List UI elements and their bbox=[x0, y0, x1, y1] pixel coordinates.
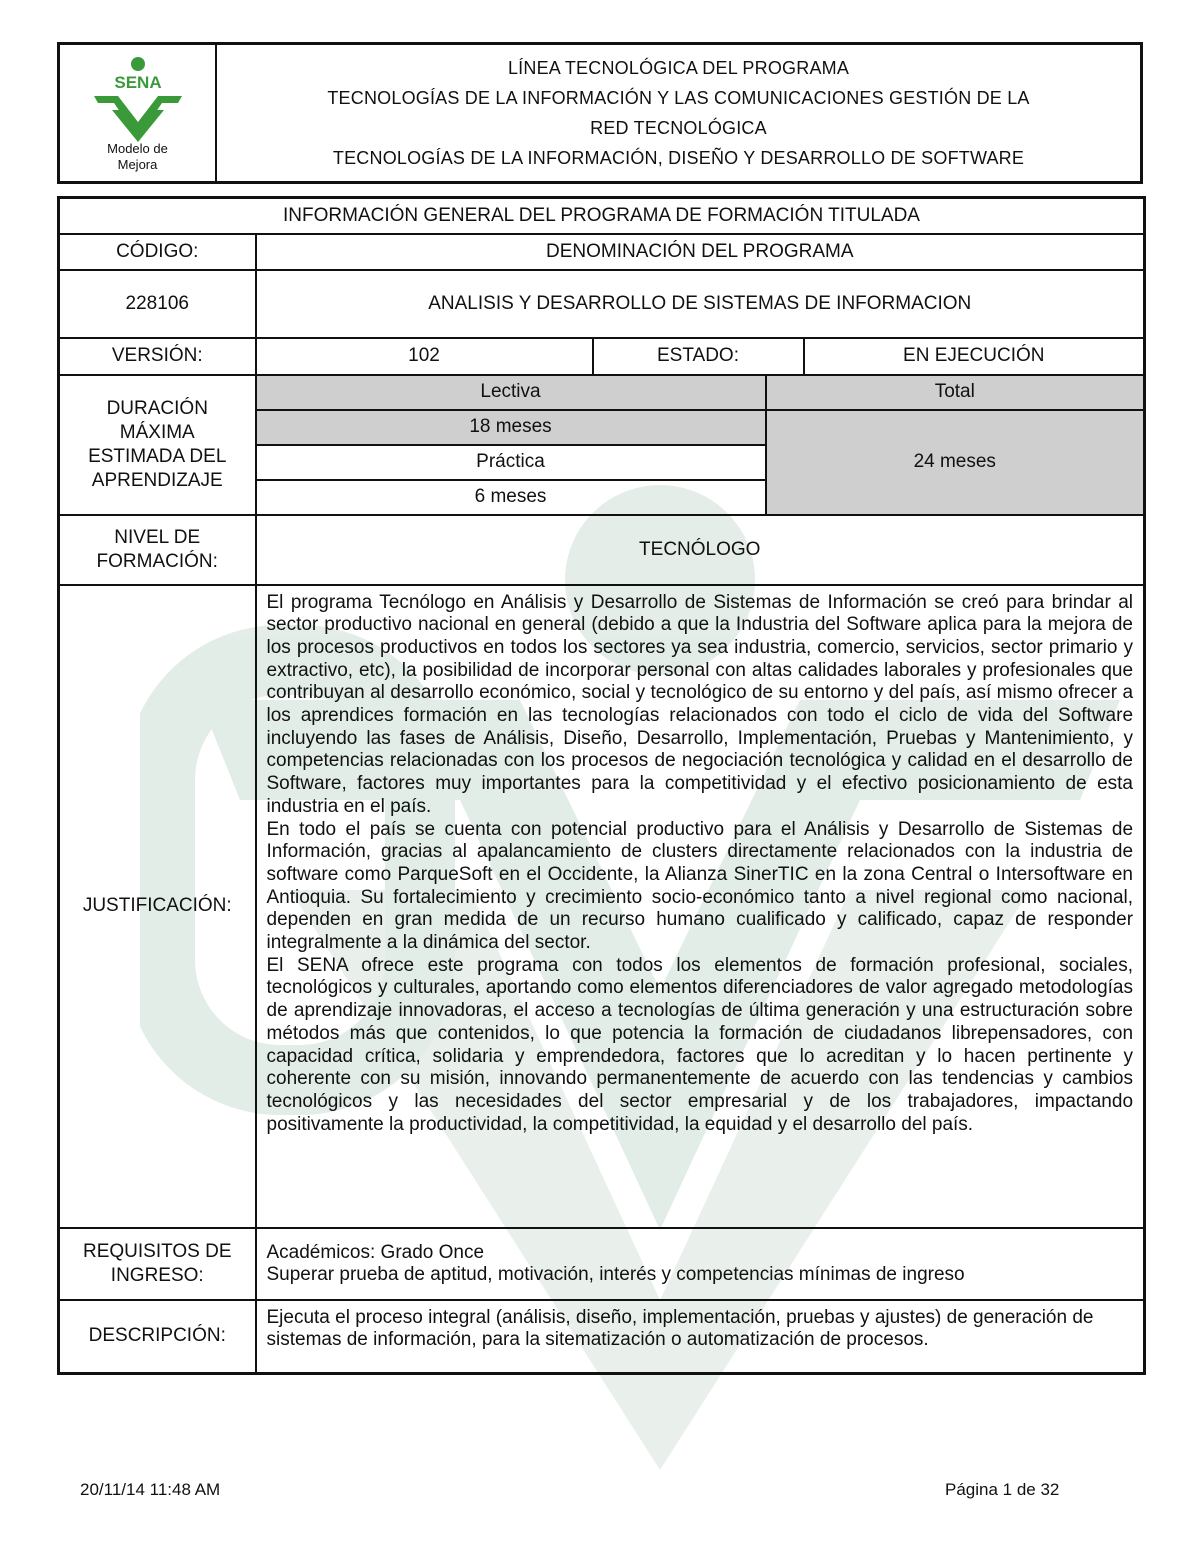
requirements-label: REQUISITOS DE INGRESO: bbox=[59, 1228, 256, 1300]
version-label: VERSIÓN: bbox=[59, 338, 256, 375]
header-line-3: RED TECNOLÓGICA bbox=[590, 118, 767, 138]
description-text: Ejecuta el proceso integral (análisis, diseño, implementación, pruebas y ajustes) de generación de sistemas de información, para la sitematización o automatización de procesos. bbox=[256, 1300, 1145, 1374]
justification-paragraph-1: El programa Tecnólogo en Análisis y Desarrollo de Sistemas de Información se creó para brindar al sector productivo nacional en general (debido a que la Industria del Software aplica para la mejora de los procesos productivos en todos los sectores ya sea industria, comercio, servicios, sector primario y extractivo, etc), la posibilidad de incorporar personal con altas calidades laborales y profesionales que contribuyan al desarrollo económico, social y tecnológico de su entorno y del país, así mismo ofrecer a los aprendices formación en las tecnologías relacionados con todo el ciclo de vida del Software incluyendo las fases de Análisis, Diseño, Desarrollo, Implementación, Pruebas y Mantenimiento, y competencias relacionadas con los procesos de negociación tecnológica y calidad en el desarrollo de Software, factores muy importantes para la competitividad y el efectivo posicionamiento de esta industria en el país. bbox=[266, 591, 1134, 817]
requirement-test: Superar prueba de aptitud, motivación, interés y competencias mínimas de ingreso bbox=[266, 1263, 965, 1285]
code-label: CÓDIGO: bbox=[59, 234, 256, 270]
footer-page-number: Página 1 de 32 bbox=[945, 1480, 1060, 1499]
justification-text bbox=[256, 585, 1145, 1228]
logo-cell bbox=[59, 44, 217, 183]
duration-label: DURACIÓN MÁXIMA ESTIMADA DEL APRENDIZAJE bbox=[59, 375, 256, 515]
requirement-academic: Académicos: Grado Once bbox=[266, 1241, 485, 1263]
lectiva-value: 18 meses bbox=[256, 410, 766, 445]
practica-value: 6 meses bbox=[256, 480, 766, 515]
description-label: DESCRIPCIÓN: bbox=[59, 1300, 256, 1374]
footer-timestamp: 20/11/14 11:48 AM bbox=[80, 1480, 221, 1499]
program-code: 228106 bbox=[59, 270, 256, 338]
header-line-1: LÍNEA TECNOLÓGICA DEL PROGRAMA bbox=[507, 58, 850, 78]
program-name: ANALISIS Y DESARROLLO DE SISTEMAS DE INFORMACION bbox=[256, 270, 1145, 338]
document-header bbox=[57, 42, 1143, 184]
status-value: EN EJECUCIÓN bbox=[804, 338, 1145, 375]
total-value: 24 meses bbox=[766, 410, 1145, 515]
practica-label: Práctica bbox=[256, 445, 766, 480]
justification-paragraph-2: En todo el país se cuenta con potencial productivo para el Análisis y Desarrollo de Sistemas de Información, gracias al apalancamiento de clusters directamente relacionados con la industria de software como ParqueSoft en el Occidente, la Alianza SinerTIC en la zona Central o Intersoftware en Antioquia. Su fortalecimiento y crecimiento socio-económico tanto a nivel regional como nacional, dependen en gran medida de un recurso humano cualificado y calificado, capaz de responder integralmente a la dinámica del sector. bbox=[266, 818, 1134, 954]
header-line-4: TECNOLOGÍAS DE LA INFORMACIÓN, DISEÑO Y DESARROLLO DE SOFTWARE bbox=[332, 148, 1025, 168]
version-value: 102 bbox=[256, 338, 593, 375]
sena-logo-icon bbox=[88, 54, 188, 142]
lectiva-label: Lectiva bbox=[256, 375, 766, 410]
level-value: TECNÓLOGO bbox=[256, 515, 1145, 585]
section-title: INFORMACIÓN GENERAL DEL PROGRAMA DE FORMACIÓN TITULADA bbox=[59, 198, 1145, 234]
program-name-label: DENOMINACIÓN DEL PROGRAMA bbox=[256, 234, 1145, 270]
status-label: ESTADO: bbox=[593, 338, 804, 375]
justification-label: JUSTIFICACIÓN: bbox=[59, 585, 256, 1228]
header-line-2: TECNOLOGÍAS DE LA INFORMACIÓN Y LAS COMUNICACIONES GESTIÓN DE LA bbox=[327, 88, 1030, 108]
level-label: NIVEL DE FORMACIÓN: bbox=[59, 515, 256, 585]
svg-text:SENA: SENA bbox=[113, 72, 162, 92]
justification-paragraph-3: El SENA ofrece este programa con todos los elementos de formación profesional, sociales, tecnológicos y culturales, aportando como elementos diferenciadores de valor agregado metodologías de aprendizaje innovadoras, el acceso a tecnologías de última generación y una estructuración sobre métodos más que contenidos, lo que potencia la formación de ciudadanos librepensadores, con capacidad crítica, solidaria y emprendedora, factores que lo acreditan y lo hacen pertinente y coherente con su misión, innovando permanentemente de acuerdo con las tendencias y cambios tecnológicos y las necesidades del sector empresarial y de los trabajadores, impactando positivamente la productividad, la competitividad, la equidad y el desarrollo del país. bbox=[266, 954, 1134, 1135]
requirements-text bbox=[256, 1228, 1145, 1300]
program-line-header bbox=[216, 44, 1142, 183]
program-info-table bbox=[57, 196, 1146, 1375]
logo-caption: Modelo de Mejora bbox=[107, 140, 168, 172]
total-label: Total bbox=[766, 375, 1145, 410]
